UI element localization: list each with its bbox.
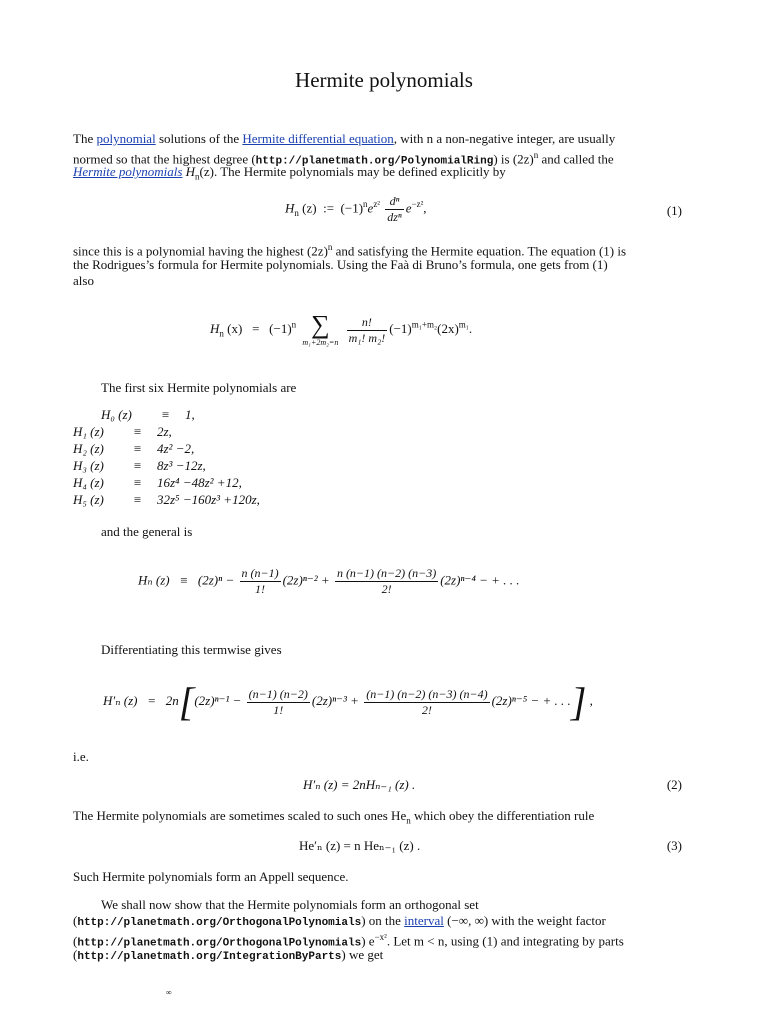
equation-derivative: H′ₙ (z) = 2n[(2z)ⁿ⁻¹ − $\frac{(n-1) (n-2)}{1!}$ (2z)ⁿ⁻³ + $\frac{(n-1) (n-2) (n-3) (n-4)}{2!}$ (2z)ⁿ⁻⁵ − + . . .] , bbox=[103, 679, 593, 724]
para2-line-1: since this is a polynomial having the highest $(2z)^n$ and satisfying the Hermite equation. The equation (1) is bbox=[73, 242, 627, 259]
hermite-row-4: H₄ (z) ≡ 16z⁴ −48z² +12, bbox=[73, 475, 242, 490]
equation-2: H′ₙ (z) = 2nHₙ₋₁ (z) . bbox=[303, 777, 416, 792]
general-fraction-1: $\frac{n (n-1)}{1!}$ bbox=[241, 566, 279, 596]
para8: Such Hermite polynomials form an Appell sequence. bbox=[73, 869, 349, 884]
equation-general: Hₙ (z) ≡ (2z)ⁿ − $\frac{n (n-1)}{1!}$ (2z)ⁿ⁻² + $\frac{n (n-1) (n-2) (n-3)}{2!}$ (2z)ⁿ⁻⁴ − + . . . bbox=[138, 566, 520, 596]
integration-by-parts-url: http://planetmath.org/IntegrationByParts bbox=[77, 951, 342, 963]
general-fraction-2: $\frac{n (n-1) (n-2) (n-3)}{2!}$ bbox=[336, 566, 437, 596]
para3: The first six Hermite polynomials are bbox=[101, 380, 297, 395]
para4: and the general is bbox=[101, 524, 193, 539]
derivative-fraction-1: $\frac{(n-1) (n-2)}{1!}$ bbox=[248, 686, 308, 717]
polynomial-link[interactable]: polynomial bbox=[96, 131, 156, 146]
derivative-fraction: $\frac{\text{dⁿ}}{\text{dzⁿ}}$ bbox=[387, 194, 402, 224]
orthogonal-polynomials-url-1: http://planetmath.org/OrthogonalPolynomials bbox=[77, 917, 362, 929]
equation-sum: $H_n$ (x) = $(-1)^n$ ∑ m₁+2m₂=n $\frac{n!}{\text{m₁! m₂!}}$ $(-1)^{m_1+m_2}(2x)^{m_1}$. bbox=[210, 310, 473, 347]
summation: ∑ m₁+2m₂=n bbox=[302, 310, 339, 347]
hermite-row-0: H₀ (z) ≡ 1, bbox=[101, 407, 195, 422]
para2-line-3: also bbox=[73, 273, 94, 288]
orthogonal-polynomials-url-2: http://planetmath.org/OrthogonalPolynomials bbox=[77, 937, 362, 950]
equation-3: He′ₙ (z) = n Heₙ₋₁ (z) . bbox=[299, 838, 421, 853]
derivative-fraction-2: $\frac{(n-1) (n-2) (n-3) (n-4)}{2!}$ bbox=[366, 686, 488, 717]
para2-line-2: the Rodrigues’s formula for Hermite polynomials. Using the Faà di Bruno’s formula, one gets from (1) bbox=[73, 257, 608, 272]
interval-link[interactable]: interval bbox=[404, 913, 444, 928]
equation-2-number: (2) bbox=[666, 777, 682, 792]
intro-line-2: normed so that the highest degree (http://planetmath.org/PolynomialRing) is $(2z)^n$ and called the bbox=[73, 150, 614, 168]
hermite-differential-equation-link[interactable]: Hermite differential equation bbox=[242, 131, 394, 146]
hermite-row-2: H₂ (z) ≡ 4z² −2, bbox=[73, 441, 195, 456]
para7: The Hermite polynomials are sometimes scaled to such ones $He_n$ which obey the differentiation rule bbox=[73, 808, 595, 826]
equation-1-number: (1) bbox=[666, 203, 682, 218]
polynomial-ring-url: http://planetmath.org/PolynomialRing bbox=[255, 155, 494, 168]
hermite-row-3: H₃ (z) ≡ 8z³ −12z, bbox=[73, 458, 206, 473]
intro-line-1: The polynomial solutions of the Hermite differential equation, with n a non-negative integer, are usually bbox=[73, 131, 616, 146]
hermite-row-1: H₁ (z) ≡ 2z, bbox=[73, 424, 172, 439]
intro-line-3: Hermite polynomials $H_n(z)$. The Hermite polynomials may be defined explicitly by bbox=[73, 164, 506, 182]
hermite-polynomials-link[interactable]: Hermite polynomials bbox=[73, 164, 183, 179]
para5: Differentiating this termwise gives bbox=[101, 642, 282, 657]
equation-3-number: (3) bbox=[666, 838, 682, 853]
para9-line-4: (http://planetmath.org/IntegrationByParts) we get bbox=[73, 947, 384, 963]
cut-off-fragment: ∞ bbox=[166, 988, 172, 997]
page-title: Hermite polynomials bbox=[295, 68, 473, 92]
para9-line-2: (http://planetmath.org/OrthogonalPolynomials) on the interval (−∞, ∞) with the weight factor bbox=[73, 913, 606, 929]
hermite-row-5: H₅ (z) ≡ 32z⁵ −160z³ +120z, bbox=[73, 492, 260, 507]
equation-1: $H_n$ (z) := $(-1)^ne^{z^2}$ $\frac{\text{dⁿ}}{\text{dzⁿ}}$ $e^{-z^2}$, bbox=[285, 194, 427, 224]
para9-line-3: (http://planetmath.org/OrthogonalPolynomials) $e^{-x^2}$. Let m < n, using (1) and integrating by parts bbox=[73, 932, 624, 950]
para9-line-1: We shall now show that the Hermite polynomials form an orthogonal set bbox=[101, 897, 479, 912]
para6: i.e. bbox=[73, 749, 89, 764]
factorial-fraction: $\frac{n!}{\text{m₁! m₂!}}$ bbox=[348, 314, 386, 345]
